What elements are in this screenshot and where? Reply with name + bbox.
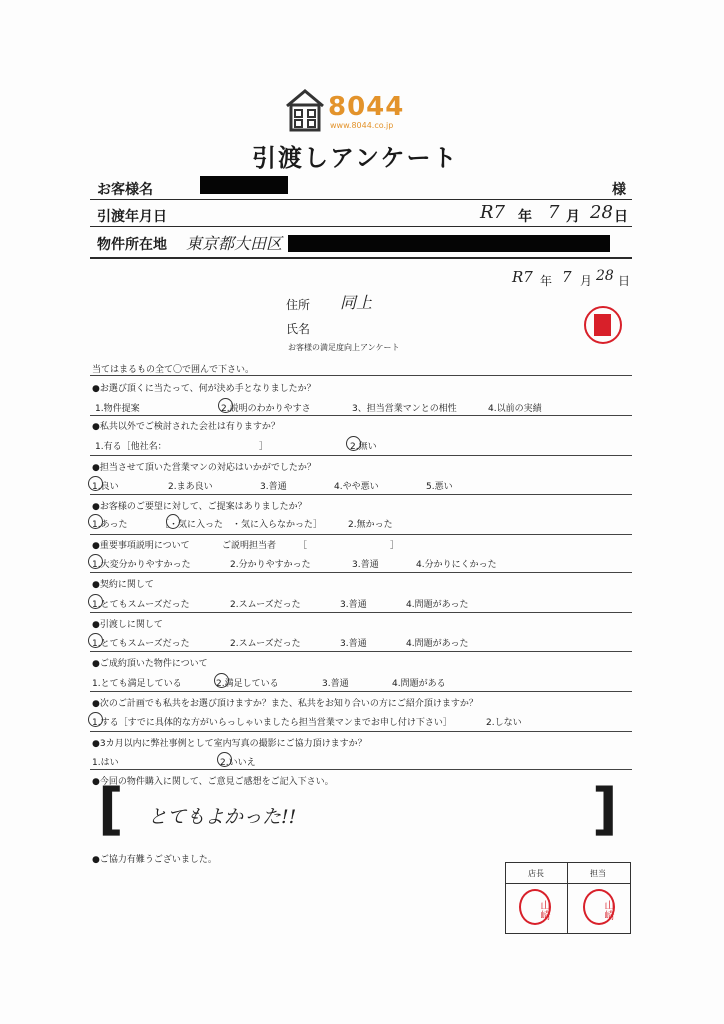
q6-option-1: 1.とてもスムーズだった <box>92 600 190 610</box>
question-4: ●お客様のご要望に対して、ご提案はありましたか？ <box>92 502 307 512</box>
respondent-day: 28 <box>596 268 614 284</box>
honorific-label: 様 <box>612 182 626 198</box>
q9-option-2: 2.しない <box>486 718 522 728</box>
q5-bracket-open: ［ <box>298 541 308 551</box>
answer-circle <box>217 752 232 767</box>
separator <box>90 612 632 613</box>
respondent-era: R7 <box>512 268 533 286</box>
q1-option-3: 3、担当営業マンとの相性 <box>352 404 457 414</box>
q4-sub-option-1: ［・気に入った <box>160 520 224 530</box>
q1-option-2: 2.説明のわかりやすさ <box>221 404 311 414</box>
staff-label: 担当 <box>590 869 606 878</box>
q5-option-3: 3.普通 <box>352 560 379 570</box>
q3-option-2: 2.まあ良い <box>168 482 213 492</box>
answer-circle <box>88 633 103 648</box>
customer-name-label: お客様名 <box>97 182 153 198</box>
q2-option-2: 2.無い <box>350 442 377 452</box>
redacted-customer-name <box>200 176 288 194</box>
comment-bracket-close: ] <box>592 777 618 842</box>
q5-option-4: 4.分かりにくかった <box>416 560 497 570</box>
logo-url: www.8044.co.jp <box>330 121 394 130</box>
q3-option-5: 5.悪い <box>426 482 453 492</box>
answer-circle <box>214 673 229 688</box>
answer-circle <box>88 476 103 491</box>
q7-option-3: 3.普通 <box>340 639 367 649</box>
respondent-year-unit: 年 <box>540 274 553 288</box>
separator <box>90 572 632 573</box>
separator <box>90 455 632 456</box>
q5-staff-label: ご説明担当者 <box>222 541 277 551</box>
address-label: 住所 <box>286 298 311 312</box>
question-7: ●引渡しに関して <box>92 620 163 630</box>
handover-date-label: 引渡年月日 <box>97 209 167 225</box>
question-9: ●次のご計画でも私共をお選び頂けますか？また、私共をお知り合いの方にご紹介頂けますか？ <box>92 699 478 709</box>
manager-label: 店長 <box>528 869 544 878</box>
q2-bracket-close: ］ <box>259 442 269 452</box>
question-8: ●ご成約頂いた物件について <box>92 659 208 669</box>
q6-option-3: 3.普通 <box>340 600 367 610</box>
question-3: ●担当させて頂いた営業マンの対応はいかがでしたか？ <box>92 463 316 473</box>
answer-circle <box>88 514 103 529</box>
handover-month: 7 <box>548 202 560 223</box>
handover-era: R7 <box>480 202 506 223</box>
instruction-text: 当てはまるもの全て〇で囲んで下さい。 <box>92 365 255 375</box>
q3-option-4: 4.やや悪い <box>334 482 379 492</box>
separator <box>90 494 632 495</box>
logo-text: 8044 <box>328 92 405 122</box>
question-10: ●3カ月以内に弊社事例として室内写真の撮影にご協力頂けますか？ <box>92 739 367 749</box>
respondent-month: 7 <box>562 268 572 286</box>
q7-option-1: 1.とてもスムーズだった <box>92 639 190 649</box>
q8-option-2: 2.満足している <box>216 679 279 689</box>
stamp-header-rule <box>506 883 630 884</box>
q3-option-3: 3.普通 <box>260 482 287 492</box>
respondent-seal <box>584 306 622 344</box>
handover-day-unit: 日 <box>614 209 628 225</box>
q3-option-1: 1.良い <box>92 482 119 492</box>
q10-option-2: 2.いいえ <box>220 758 256 768</box>
address-value: 同上 <box>340 293 373 312</box>
question-6: ●契約に関して <box>92 580 154 590</box>
q4-option-1: 1.あった <box>92 520 128 530</box>
header-rule-1 <box>90 199 632 200</box>
comment-bracket-open: [ <box>98 777 124 842</box>
q7-option-4: 4.問題があった <box>406 639 469 649</box>
handover-day: 28 <box>590 202 613 223</box>
header-rule-3 <box>90 257 632 259</box>
answer-circle <box>346 436 361 451</box>
q6-option-4: 4.問題があった <box>406 600 469 610</box>
question-2: ●私共以外でご検討された会社は有りますか？ <box>92 422 280 432</box>
stamp-box <box>505 862 631 934</box>
name-label: 氏名 <box>286 322 311 336</box>
q5-option-1: 1.大変分かりやすかった <box>92 560 191 570</box>
q7-option-2: 2.スムーズだった <box>230 639 301 649</box>
staff-seal: 山崎 <box>583 889 615 925</box>
closing-text: ●ご協力有難うございました。 <box>92 855 217 865</box>
separator <box>90 375 632 376</box>
survey-subtitle: お客様の満足度向上アンケート <box>288 343 400 352</box>
handover-month-unit: 月 <box>566 209 580 225</box>
q1-option-1: 1.物件提案 <box>95 404 140 414</box>
answer-circle <box>88 712 103 727</box>
q4-option-2: 2.無かった <box>348 520 393 530</box>
q9-option-1: 1.する［すでに具体的な方がいらっしゃいましたら担当営業マンまでお申し付け下さい］ <box>92 718 452 728</box>
q6-option-2: 2.スムーズだった <box>230 600 301 610</box>
separator <box>90 769 632 770</box>
question-1: ●お選び頂くに当たって、何が決め手となりましたか？ <box>92 384 316 394</box>
header-rule-2 <box>90 226 632 227</box>
answer-circle <box>166 514 180 529</box>
manager-seal: 山崎 <box>519 889 551 925</box>
separator <box>90 691 632 692</box>
page-title: 引渡しアンケート <box>252 144 459 172</box>
question-5: ●重要事項説明について <box>92 541 190 551</box>
separator <box>90 534 632 535</box>
q2-option-1: 1.有る［他社名： <box>95 442 167 452</box>
q1-option-4: 4.以前の実績 <box>488 404 542 414</box>
property-address-label: 物件所在地 <box>97 237 167 253</box>
question-11: ●今回の物件購入に関して、ご意見ご感想をご記入下さい。 <box>92 777 334 787</box>
answer-circle <box>218 398 233 413</box>
property-address-value: 東京都大田区 <box>186 234 283 253</box>
separator <box>90 731 632 732</box>
redacted-property-address <box>288 235 610 252</box>
q5-bracket-close: ］ <box>390 541 400 551</box>
seal-fill <box>594 314 611 336</box>
q4-sub-option-2: ・気に入らなかった］ <box>232 520 323 530</box>
respondent-day-unit: 日 <box>618 274 631 288</box>
answer-circle <box>88 554 103 569</box>
q10-option-1: 1.はい <box>92 758 119 768</box>
stamp-divider <box>567 863 568 933</box>
handover-year-unit: 年 <box>518 209 532 225</box>
house-logo-icon <box>285 88 325 132</box>
separator <box>90 651 632 652</box>
comment-text: とてもよかった!! <box>148 806 297 828</box>
answer-circle <box>88 594 103 609</box>
q8-option-1: 1.とても満足している <box>92 679 182 689</box>
q8-option-4: 4.問題がある <box>392 679 446 689</box>
q5-option-2: 2.分かりやすかった <box>230 560 311 570</box>
q8-option-3: 3.普通 <box>322 679 349 689</box>
separator <box>90 415 632 416</box>
respondent-month-unit: 月 <box>580 274 593 288</box>
